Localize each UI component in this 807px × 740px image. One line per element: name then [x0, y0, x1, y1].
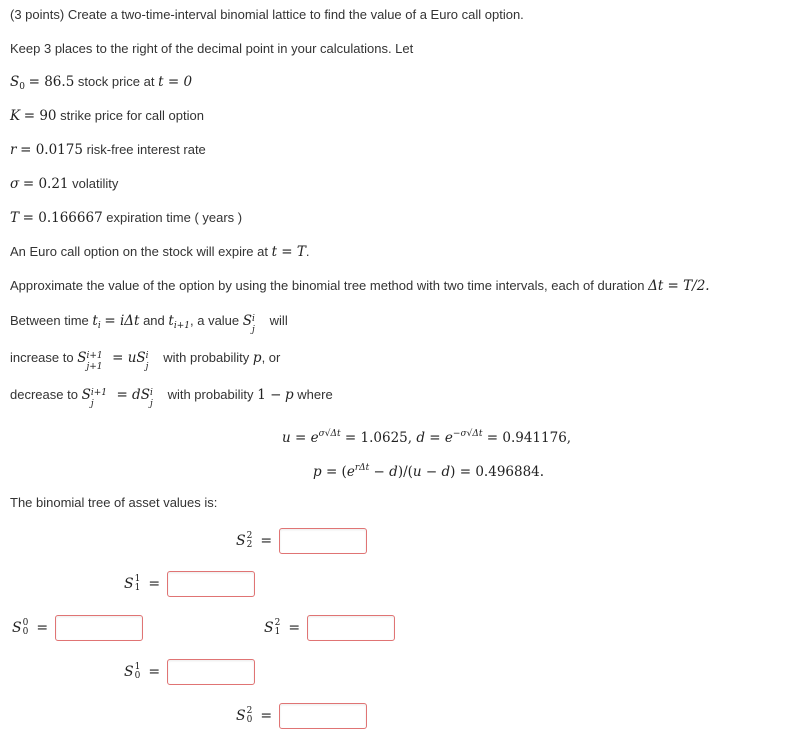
param-r-value: 0.0175	[35, 142, 83, 158]
tree-node-s1-0: S 1 0 =	[124, 659, 255, 685]
param-sigma-desc: volatility	[72, 176, 119, 191]
tree-node-s1-1: S 1 1 =	[124, 571, 255, 597]
param-s0: $S_0 = 86.5$ stock price at t = 0	[10, 74, 193, 92]
d-value: 0.941176	[502, 430, 567, 446]
between-value: , a value	[190, 313, 240, 328]
decrease-line: decrease to S i+1 j = dS i j with probability 1 − p where	[10, 387, 333, 409]
between-and: and	[143, 313, 165, 328]
param-s0-value: 86.5	[44, 74, 75, 90]
points-label: (3 points)	[10, 7, 65, 22]
tree-node-s2-0: S 2 0 =	[236, 703, 367, 729]
param-s0-tail: t = 0	[158, 74, 193, 90]
tree-node-s2-2: S 2 2 =	[236, 528, 367, 554]
expire-math: t = T	[271, 244, 306, 260]
param-sigma-value: 0.21	[38, 176, 69, 192]
param-k: K = 90 strike price for call option	[10, 108, 204, 124]
approx-line	[10, 277, 710, 295]
p-formula: $p = (e^{r\Delta t} - d)/(u - d) = 0.496884$.	[313, 463, 545, 480]
question-prompt: Create a two-time-interval binomial lattice to find the value of a Euro call option.	[67, 7, 524, 22]
answer-input-s1-1[interactable]	[167, 571, 255, 597]
increase-line: increase to S i+1 j+1 = uS i j with probability p, or	[10, 350, 281, 372]
between-will: will	[269, 313, 288, 328]
param-k-symbol: K	[10, 108, 21, 124]
param-s0-symbol: S	[10, 74, 20, 90]
param-r: r = 0.0175 risk-free interest rate	[10, 142, 206, 158]
increase-text: increase to	[10, 350, 74, 365]
param-t-desc: expiration time ( years )	[106, 210, 243, 225]
param-sigma: σ = 0.21 volatility	[10, 176, 119, 192]
decrease-with: with probability	[167, 387, 254, 402]
between-line: Between time $t_i = i\Delta t$ and $t_{i+1}$, a value S i j will	[10, 313, 288, 335]
p-value: 0.496884	[475, 464, 540, 480]
answer-input-s2-0[interactable]	[279, 703, 367, 729]
decrease-text: decrease to	[10, 387, 78, 402]
param-r-desc: risk-free interest rate	[86, 142, 206, 157]
increase-or: , or	[261, 350, 281, 365]
answer-input-s2-1[interactable]	[307, 615, 395, 641]
instruction-text: Keep 3 places to the right of the decimal point in your calculations. Let	[10, 41, 414, 56]
increase-with: with probability	[163, 350, 250, 365]
decrease-where: where	[297, 387, 333, 402]
approx-math: Δt = T/2.	[648, 278, 710, 294]
answer-input-s2-2[interactable]	[279, 528, 367, 554]
u-value: 1.0625	[360, 430, 408, 446]
param-t: T = 0.166667 expiration time ( years )	[10, 210, 243, 226]
param-r-symbol: r	[10, 142, 17, 158]
param-t-value: 0.166667	[38, 210, 103, 226]
approx-text: Approximate the value of the option by using the binomial tree method with two time intervals, each of duration	[10, 278, 645, 293]
u-d-formula: $u = e^{\sigma√\Delta t} = 1.0625$, $d = e^{-\sigma√\Delta t} = 0.941176$,	[282, 429, 572, 446]
tree-intro: The binomial tree of asset values is:	[10, 495, 218, 510]
tree-node-s2-1: S 2 1 =	[264, 615, 395, 641]
expire-line: An Euro call option on the stock will expire at t = T.	[10, 244, 310, 260]
answer-input-s1-0[interactable]	[167, 659, 255, 685]
answer-input-s0-0[interactable]	[55, 615, 143, 641]
expire-text: An Euro call option on the stock will expire at	[10, 244, 268, 259]
between-text: Between time	[10, 313, 89, 328]
param-s0-desc: stock price at	[77, 74, 155, 89]
param-sigma-symbol: σ	[10, 176, 20, 192]
param-k-value: 90	[39, 108, 57, 124]
param-k-desc: strike price for call option	[60, 108, 204, 123]
tree-node-s0-0: S 0 0 =	[12, 615, 143, 641]
question-header	[10, 6, 524, 24]
param-s0-sub: 0	[19, 82, 25, 92]
param-t-symbol: T	[10, 210, 20, 226]
